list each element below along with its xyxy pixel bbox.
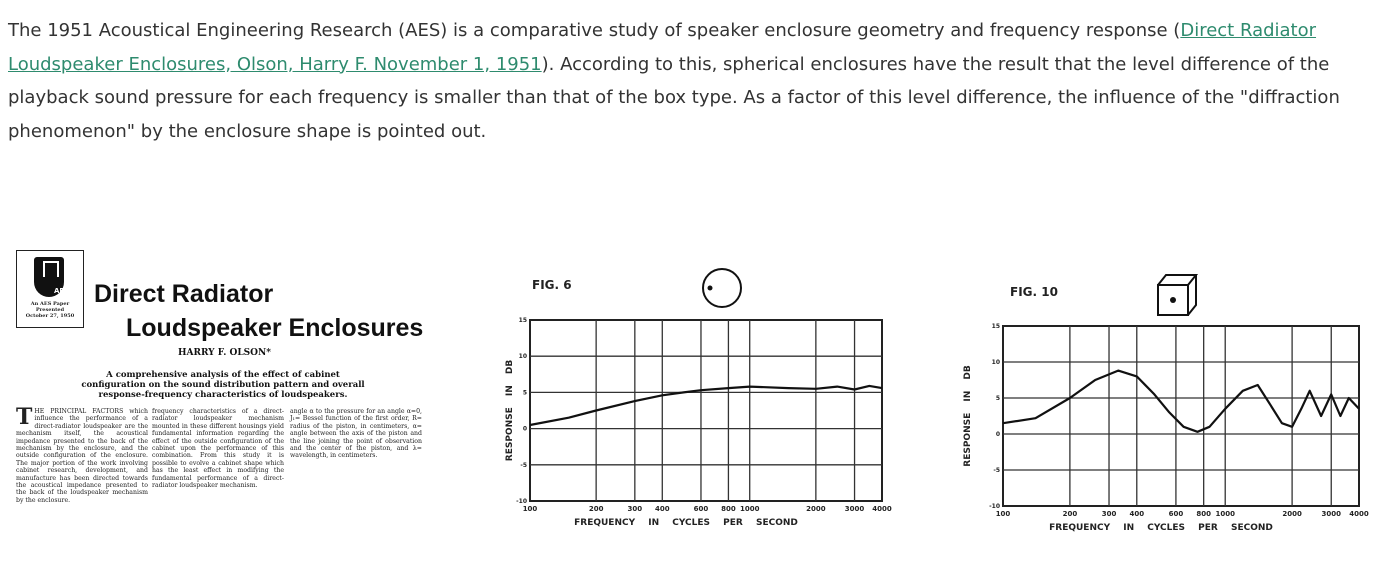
drop-cap: T bbox=[16, 404, 33, 430]
paper-author: HARRY F. OLSON* bbox=[178, 348, 271, 358]
paper-link[interactable]: Direct Radiator Loudspeaker Enclosures, Olson, Harry F. November 1, 1951 bbox=[8, 20, 1317, 75]
x-tick-label: 400 bbox=[654, 505, 670, 513]
fig10-chart bbox=[958, 258, 1383, 558]
x-tick-label: 3000 bbox=[1321, 510, 1341, 518]
y-tick-label: -5 bbox=[520, 461, 527, 469]
x-tick-label: 1000 bbox=[1215, 510, 1235, 518]
x-tick-label: 4000 bbox=[872, 505, 892, 513]
y-tick-label: 15 bbox=[991, 323, 1000, 330]
chart-title: FIG. 6 bbox=[532, 278, 572, 292]
paper-title-page-image bbox=[8, 240, 448, 530]
x-tick-label: 4000 bbox=[1349, 510, 1369, 518]
fig10-chart-panel bbox=[958, 258, 1383, 558]
x-tick-label: 200 bbox=[1062, 510, 1078, 518]
y-axis-label: RESPONSE IN DB bbox=[505, 359, 515, 462]
plot-frame bbox=[530, 320, 882, 501]
x-tick-label: 300 bbox=[1101, 510, 1117, 518]
logo-line3: October 27, 1950 bbox=[25, 313, 75, 319]
x-axis-label: FREQUENCY IN CYCLES PER SECOND bbox=[574, 518, 798, 528]
x-tick-label: 100 bbox=[522, 505, 538, 513]
x-tick-label: 400 bbox=[1129, 510, 1145, 518]
y-tick-label: 5 bbox=[995, 395, 1000, 402]
aes-logo bbox=[16, 250, 84, 328]
plot-frame bbox=[1003, 326, 1359, 506]
x-tick-label: 2000 bbox=[1282, 510, 1302, 518]
driver-dot-icon bbox=[1170, 297, 1176, 303]
column-1-text: HE PRINCIPAL FACTORS which influence the performance of a direct-radiator loudspeaker are the mechanism itself, the acoustical impedance presented to the back of the mechanism by the enclosure, and the outside configuration of the enclosure. The major portion of the work involving cabinet research, development, and manufacture has been directed towards the acoustical impedance presented to the back of the loudspeaker mechanism by the enclosure. bbox=[16, 408, 148, 504]
y-axis-label: RESPONSE IN DB bbox=[963, 365, 973, 467]
intro-text-after: ). According to this, spherical enclosures have the result that the level difference of the playback sound pressure for each frequency is smaller than that of the box type. As a factor of this level difference, the influence of the "diffraction phenomenon" by the enclosure shape is pointed out. bbox=[8, 53, 1340, 142]
logo-mark: AES bbox=[54, 287, 70, 295]
x-tick-label: 2000 bbox=[806, 505, 826, 513]
paper-title-line1: Direct Radiator bbox=[94, 280, 274, 308]
response-curve bbox=[1003, 371, 1359, 432]
driver-dot-icon bbox=[708, 286, 713, 291]
paper-column-2: frequency characteristics of a direct-radiator loudspeaker mechanism mounted in these different housings yield fundamental information regarding the effect of the outside configuration of the cabinet upon the performance of this combination. From this study it is possible to evolve a cabinet shape which has the least effect in modifying the fundamental performance of a direct-radiator loudspeaker mechanism. bbox=[152, 408, 284, 490]
paper-column-3: angle α to the pressure for an angle α=0, J₁= Bessel function of the first order, R= radius of the piston, in centimeters, α= angle between the axis of the piston and the line joining the point of observation and the center of the piston, and λ= wavelength, in centimeters. bbox=[290, 408, 422, 460]
y-tick-label: -10 bbox=[989, 503, 1000, 510]
y-tick-label: 0 bbox=[995, 431, 1000, 438]
y-tick-label: 15 bbox=[518, 317, 527, 324]
y-tick-label: 5 bbox=[522, 389, 527, 397]
aes-shield-icon bbox=[34, 257, 70, 297]
x-axis-label: FREQUENCY IN CYCLES PER SECOND bbox=[1049, 523, 1273, 533]
cube-enclosure-icon bbox=[1158, 275, 1196, 315]
fig6-chart bbox=[500, 248, 910, 548]
chart-title: FIG. 10 bbox=[1010, 285, 1058, 299]
paper-abstract: A comprehensive analysis of the effect of cabinet configuration on the sound distribution pattern and overall response-frequency characteristics of loudspeakers. bbox=[81, 370, 365, 400]
y-tick-label: -10 bbox=[516, 498, 527, 505]
x-tick-label: 1000 bbox=[739, 505, 760, 513]
x-tick-label: 200 bbox=[588, 505, 604, 513]
logo-line1: An AES Paper bbox=[30, 301, 70, 307]
x-tick-label: 100 bbox=[995, 510, 1011, 518]
cube-top bbox=[1158, 275, 1196, 285]
fig6-chart-panel bbox=[500, 248, 910, 548]
x-tick-label: 600 bbox=[1168, 510, 1184, 518]
y-tick-label: 0 bbox=[522, 425, 527, 433]
x-tick-label: 600 bbox=[693, 505, 709, 513]
y-tick-label: 10 bbox=[518, 353, 527, 361]
intro-paragraph bbox=[8, 14, 1378, 148]
intro-text-before: The 1951 Acoustical Engineering Research (AES) is a comparative study of speaker enclosure geometry and frequency response ( bbox=[8, 20, 1181, 41]
x-tick-label: 3000 bbox=[844, 505, 865, 513]
logo-line2: Presented bbox=[35, 307, 65, 313]
paper-column-1 bbox=[16, 404, 148, 504]
paper-title-line2: Loudspeaker Enclosures bbox=[126, 314, 424, 342]
x-tick-label: 300 bbox=[627, 505, 643, 513]
x-tick-label: 800 bbox=[721, 505, 736, 513]
y-tick-label: 10 bbox=[991, 359, 1000, 366]
y-tick-label: -5 bbox=[993, 467, 1000, 474]
x-tick-label: 800 bbox=[1196, 510, 1211, 518]
